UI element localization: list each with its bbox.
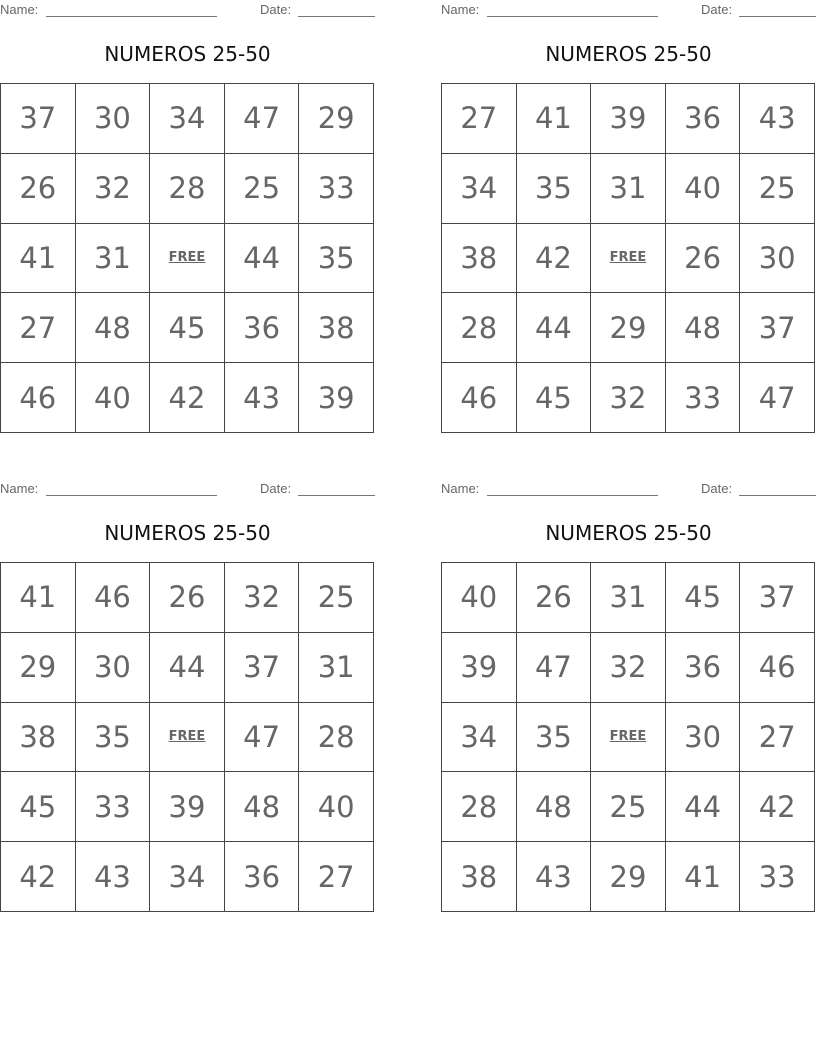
grid-cell: 25 <box>225 154 300 224</box>
grid-cell: 29 <box>591 842 666 912</box>
card-header <box>0 0 375 22</box>
bingo-grid <box>441 83 815 433</box>
grid-cell: 32 <box>225 563 300 633</box>
grid-cell: 47 <box>517 633 592 703</box>
grid-cell: 27 <box>442 84 517 154</box>
grid-cell: 44 <box>150 633 225 703</box>
date-field[interactable] <box>298 481 375 496</box>
grid-cell: 26 <box>1 154 76 224</box>
grid-cell: 30 <box>76 633 151 703</box>
grid-cell: 47 <box>225 84 300 154</box>
grid-cell: 43 <box>740 84 815 154</box>
grid-cell: 34 <box>150 84 225 154</box>
grid-cell: 39 <box>591 84 666 154</box>
grid-cell: 28 <box>299 703 374 773</box>
grid-cell: 27 <box>1 293 76 363</box>
grid-cell: 28 <box>442 293 517 363</box>
grid-cell: 31 <box>299 633 374 703</box>
grid-cell: 27 <box>299 842 374 912</box>
grid-cell: 48 <box>225 772 300 842</box>
grid-cell: 45 <box>666 563 741 633</box>
grid-cell: 30 <box>740 224 815 294</box>
name-label: Name: <box>0 481 39 496</box>
grid-cell: 35 <box>299 224 374 294</box>
grid-cell: 38 <box>1 703 76 773</box>
date-label: Date: <box>260 2 292 17</box>
grid-cell: 25 <box>591 772 666 842</box>
date-label: Date: <box>260 481 292 496</box>
grid-cell: 26 <box>150 563 225 633</box>
grid-cell: 41 <box>1 563 76 633</box>
name-field[interactable] <box>46 2 217 17</box>
grid-cell: 29 <box>1 633 76 703</box>
grid-cell: 35 <box>517 703 592 773</box>
grid-cell: 42 <box>517 224 592 294</box>
grid-cell: 31 <box>76 224 151 294</box>
grid-cell: 43 <box>76 842 151 912</box>
grid-cell: 48 <box>517 772 592 842</box>
grid-cell: 37 <box>1 84 76 154</box>
grid-cell: 33 <box>740 842 815 912</box>
grid-cell: 40 <box>666 154 741 224</box>
grid-cell: 25 <box>299 563 374 633</box>
date-field[interactable] <box>739 481 816 496</box>
grid-cell: 48 <box>76 293 151 363</box>
grid-cell: 42 <box>150 363 225 433</box>
grid-cell: 33 <box>299 154 374 224</box>
date-field[interactable] <box>298 2 375 17</box>
grid-cell: 31 <box>591 563 666 633</box>
grid-cell: 43 <box>225 363 300 433</box>
grid-cell: 45 <box>517 363 592 433</box>
bingo-grid <box>0 83 374 433</box>
name-label: Name: <box>441 2 480 17</box>
bingo-grid <box>0 562 374 912</box>
grid-cell: 31 <box>591 154 666 224</box>
grid-cell: 44 <box>225 224 300 294</box>
name-field[interactable] <box>487 481 658 496</box>
grid-cell: 39 <box>442 633 517 703</box>
grid-cell: 37 <box>740 563 815 633</box>
grid-cell: 35 <box>76 703 151 773</box>
grid-cell: 29 <box>299 84 374 154</box>
grid-cell: 38 <box>442 224 517 294</box>
date-label: Date: <box>701 481 733 496</box>
grid-cell: 40 <box>299 772 374 842</box>
grid-cell: 26 <box>517 563 592 633</box>
grid-cell: 36 <box>225 293 300 363</box>
grid-cell: 28 <box>150 154 225 224</box>
grid-cell: 41 <box>666 842 741 912</box>
grid-cell: 32 <box>76 154 151 224</box>
grid-cell: 46 <box>76 563 151 633</box>
name-label: Name: <box>0 2 39 17</box>
grid-cell: 46 <box>442 363 517 433</box>
grid-cell: 29 <box>591 293 666 363</box>
grid-cell: 30 <box>76 84 151 154</box>
grid-cell: 36 <box>666 84 741 154</box>
card-title: NUMEROS 25-50 <box>545 42 712 66</box>
grid-cell: 44 <box>517 293 592 363</box>
grid-cell: 44 <box>666 772 741 842</box>
grid-cell: 33 <box>76 772 151 842</box>
name-field[interactable] <box>487 2 658 17</box>
grid-cell: 34 <box>150 842 225 912</box>
grid-cell: 42 <box>740 772 815 842</box>
grid-cell: 33 <box>666 363 741 433</box>
grid-cell: 45 <box>1 772 76 842</box>
card-header <box>0 479 375 501</box>
grid-cell: 40 <box>442 563 517 633</box>
free-space: FREE <box>591 224 666 294</box>
grid-cell: 38 <box>299 293 374 363</box>
card-title: NUMEROS 25-50 <box>545 521 712 545</box>
grid-cell: 30 <box>666 703 741 773</box>
grid-cell: 40 <box>76 363 151 433</box>
free-space: FREE <box>150 224 225 294</box>
grid-cell: 39 <box>150 772 225 842</box>
name-label: Name: <box>441 481 480 496</box>
card-title: NUMEROS 25-50 <box>104 42 271 66</box>
grid-cell: 36 <box>225 842 300 912</box>
card-title: NUMEROS 25-50 <box>104 521 271 545</box>
grid-cell: 37 <box>740 293 815 363</box>
grid-cell: 35 <box>517 154 592 224</box>
grid-cell: 28 <box>442 772 517 842</box>
grid-cell: 34 <box>442 703 517 773</box>
date-label: Date: <box>701 2 733 17</box>
grid-cell: 42 <box>1 842 76 912</box>
free-space: FREE <box>591 703 666 773</box>
bingo-grid <box>441 562 815 912</box>
grid-cell: 38 <box>442 842 517 912</box>
grid-cell: 45 <box>150 293 225 363</box>
grid-cell: 43 <box>517 842 592 912</box>
grid-cell: 41 <box>1 224 76 294</box>
grid-cell: 27 <box>740 703 815 773</box>
grid-cell: 25 <box>740 154 815 224</box>
grid-cell: 32 <box>591 633 666 703</box>
grid-cell: 32 <box>591 363 666 433</box>
grid-cell: 41 <box>517 84 592 154</box>
grid-cell: 39 <box>299 363 374 433</box>
grid-cell: 26 <box>666 224 741 294</box>
grid-cell: 46 <box>1 363 76 433</box>
grid-cell: 37 <box>225 633 300 703</box>
grid-cell: 34 <box>442 154 517 224</box>
card-header <box>441 479 816 501</box>
name-field[interactable] <box>46 481 217 496</box>
grid-cell: 48 <box>666 293 741 363</box>
grid-cell: 46 <box>740 633 815 703</box>
date-field[interactable] <box>739 2 816 17</box>
grid-cell: 47 <box>225 703 300 773</box>
grid-cell: 47 <box>740 363 815 433</box>
card-header <box>441 0 816 22</box>
free-space: FREE <box>150 703 225 773</box>
grid-cell: 36 <box>666 633 741 703</box>
